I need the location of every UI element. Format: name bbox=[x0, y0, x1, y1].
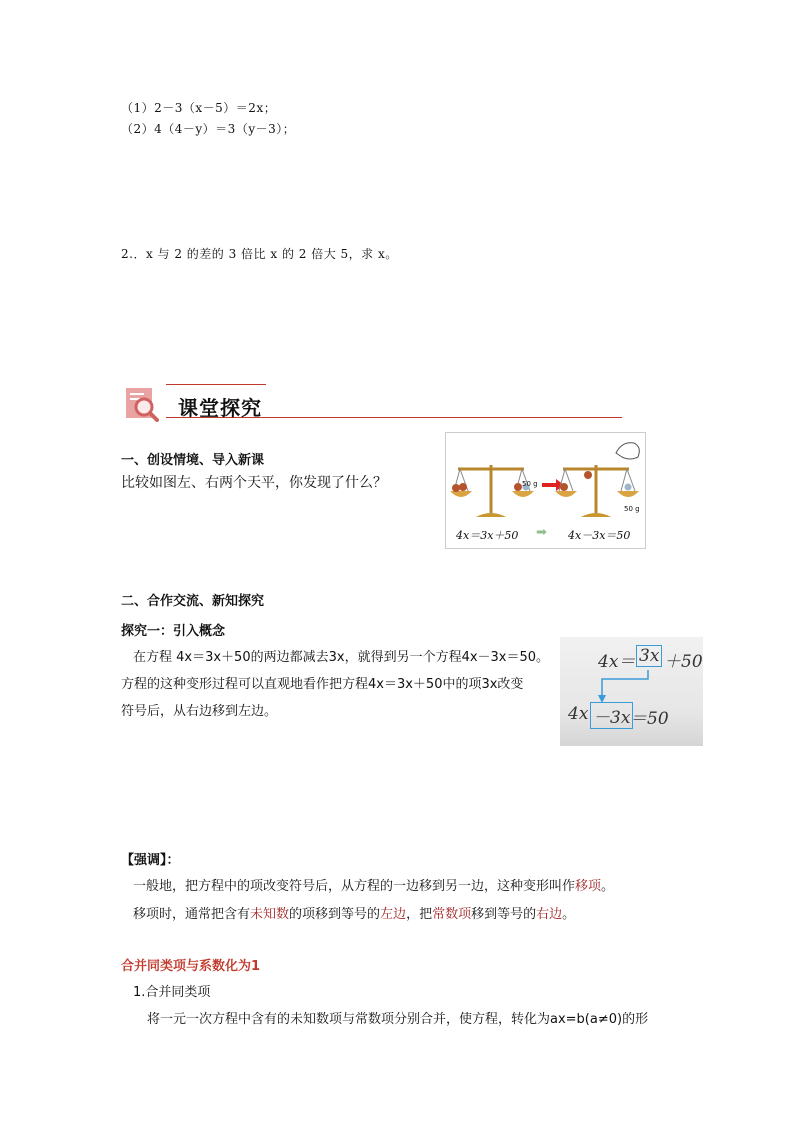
part1-question: 比较如图左、右两个天平，你发现了什么？ bbox=[121, 475, 387, 491]
term-left-side: 左边 bbox=[380, 907, 407, 922]
figure-bottom-lhs: 4x bbox=[568, 704, 589, 724]
balance-scales-figure bbox=[445, 432, 646, 549]
exercise-item-1: （1）2－3（x－5）＝2x； bbox=[121, 101, 277, 115]
explore-title: 探究一：引入概念 bbox=[121, 624, 226, 639]
combine-subheading: 1.合并同类项 bbox=[133, 985, 211, 1000]
magnifier-document-icon bbox=[124, 386, 160, 422]
emphasis-line1-end: 。 bbox=[601, 879, 615, 894]
emphasis-label: 【强调】： bbox=[121, 853, 180, 868]
part2-heading: 二、合作交流、新知探究 bbox=[121, 594, 265, 609]
explore-line-3: 符号后，从右边移到左边。 bbox=[121, 704, 278, 719]
figure-top-lhs: 4x＝ bbox=[598, 652, 636, 672]
section-rule-top bbox=[166, 384, 266, 385]
line2-part-c: ，把 bbox=[406, 907, 433, 922]
section-title: 课堂探究 bbox=[178, 396, 262, 420]
problem-2: 2.．x 与 2 的差的 3 倍比 x 的 2 倍大 5，求 x。 bbox=[121, 247, 398, 261]
move-arrow-icon bbox=[560, 637, 703, 746]
exercise-item-2: （2）4（4－y）＝3（y－3）； bbox=[121, 122, 296, 136]
explore-line-2: 方程的这种变形过程可以直观地看作把方程4x＝3x＋50中的项3x改变 bbox=[121, 677, 524, 692]
part1-heading: 一、创设情境、导入新课 bbox=[121, 453, 265, 468]
emphasis-line-2 bbox=[133, 903, 575, 922]
equation-right: 4x－3x＝50 bbox=[568, 529, 631, 542]
figure-bottom-rhs: ＝50 bbox=[630, 709, 669, 729]
term-constant: 常数项 bbox=[432, 907, 472, 922]
figure-bottom-box: －3x bbox=[590, 702, 633, 729]
weight-label-left: 50 g bbox=[522, 480, 538, 488]
combine-heading: 合并同类项与系数化为1 bbox=[121, 959, 261, 974]
combine-text: 将一元一次方程中含有的未知数项与常数项分别合并，使方程，转化为ax=b(a≠0)的形 bbox=[147, 1012, 649, 1027]
equation-left: 4x＝3x＋50 bbox=[456, 529, 519, 542]
term-right-side: 右边 bbox=[536, 907, 563, 922]
emphasis-line-1 bbox=[133, 875, 614, 894]
line2-part-b: 的项移到等号的 bbox=[289, 907, 381, 922]
weight-label-right: 50 g bbox=[624, 505, 640, 513]
term-unknown: 未知数 bbox=[250, 907, 290, 922]
term-transposition: 移项 bbox=[575, 879, 602, 894]
figure-top-rhs: ＋50 bbox=[664, 652, 703, 672]
emphasis-line1-text: 一般地，把方程中的项改变符号后，从方程的一边移到另一边，这种变形叫作 bbox=[133, 879, 576, 894]
line2-part-e: 。 bbox=[562, 907, 576, 922]
line2-part-d: 移到等号的 bbox=[471, 907, 537, 922]
green-arrow-icon: ➡ bbox=[536, 525, 547, 540]
explore-line-1: 在方程 4x＝3x＋50的两边都减去3x，就得到另一个方程4x－3x＝50。 bbox=[133, 650, 550, 665]
transposition-figure bbox=[560, 637, 703, 746]
figure-top-box: 3x bbox=[636, 645, 662, 667]
line2-part-a: 移项时，通常把含有 bbox=[133, 907, 251, 922]
